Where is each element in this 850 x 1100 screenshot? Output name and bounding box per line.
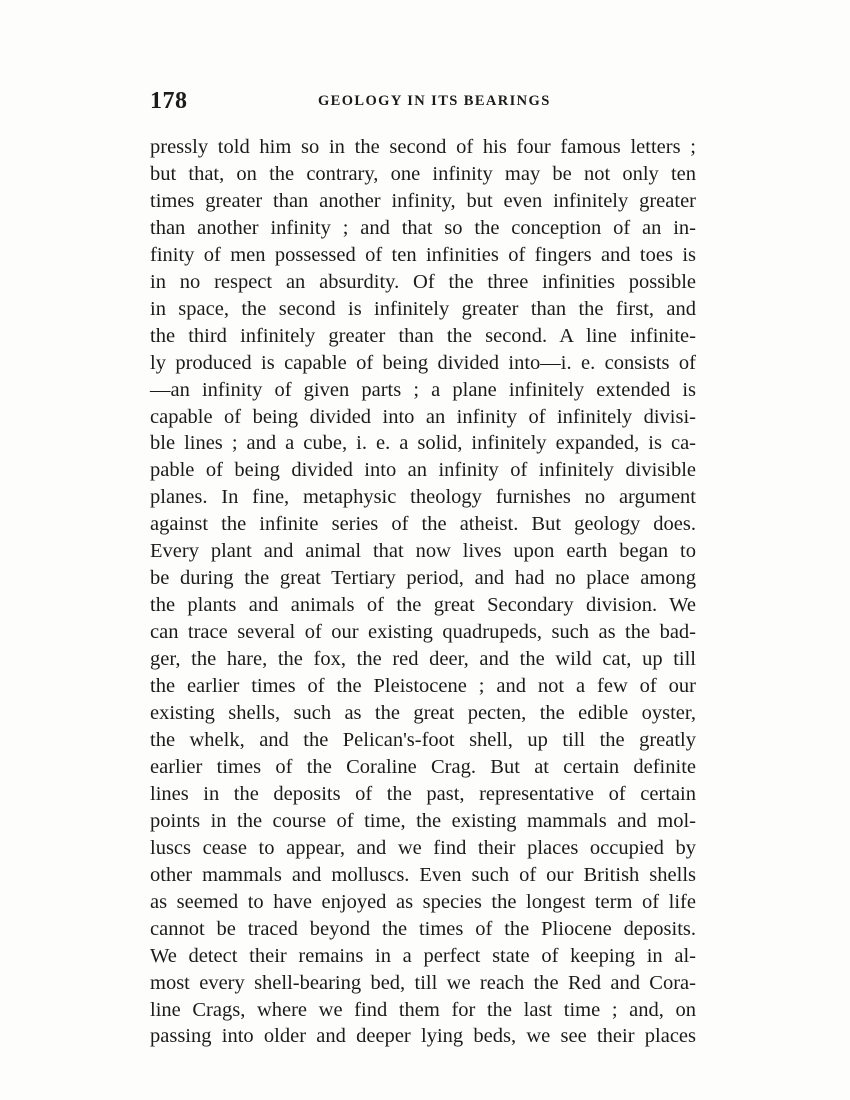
text-line: luscs cease to appear, and we find their places occupied by bbox=[150, 836, 696, 859]
text-line: the whelk, and the Pelican's-foot shell, up till the greatly bbox=[150, 728, 696, 751]
text-line: the earlier times of the Pleistocene ; and not a few of our bbox=[150, 675, 696, 698]
text-line: We detect their remains in a perfect state of keeping in al- bbox=[150, 944, 696, 967]
text-line: in no respect an absurdity. Of the three infinities possible bbox=[150, 270, 696, 293]
text-line: times greater than another infinity, but even infinitely greater bbox=[150, 189, 696, 212]
text-line: ly produced is capable of being divided into—i. e. consists of bbox=[150, 351, 696, 374]
body-text bbox=[150, 134, 696, 1050]
text-line: ger, the hare, the fox, the red deer, and the wild cat, up till bbox=[150, 648, 696, 671]
text-line: Every plant and animal that now lives upon earth began to bbox=[150, 540, 696, 563]
text-line: the plants and animals of the great Secondary division. We bbox=[150, 594, 696, 617]
text-line: can trace several of our existing quadrupeds, such as the bad- bbox=[150, 621, 696, 644]
text-line: —an infinity of given parts ; a plane infinitely extended is bbox=[150, 378, 696, 401]
page-number: 178 bbox=[150, 88, 188, 114]
text-line: line Crags, where we find them for the last time ; and, on bbox=[150, 998, 696, 1021]
text-line: finity of men possessed of ten infinities of fingers and toes is bbox=[150, 243, 696, 266]
text-line: ble lines ; and a cube, i. e. a solid, infinitely expanded, is ca- bbox=[150, 432, 696, 455]
text-line: earlier times of the Coraline Crag. But at certain definite bbox=[150, 755, 696, 778]
text-line: lines in the deposits of the past, representative of certain bbox=[150, 782, 696, 805]
text-line: than another infinity ; and that so the conception of an in- bbox=[150, 216, 696, 239]
text-line: as seemed to have enjoyed as species the longest term of life bbox=[150, 890, 696, 913]
text-line: against the infinite series of the atheist. But geology does. bbox=[150, 513, 696, 536]
text-line: the third infinitely greater than the second. A line infinite- bbox=[150, 324, 696, 347]
text-line: other mammals and molluscs. Even such of our British shells bbox=[150, 863, 696, 886]
text-line: existing shells, such as the great pecten, the edible oyster, bbox=[150, 702, 696, 725]
text-line: capable of being divided into an infinity of infinitely divisi- bbox=[150, 405, 696, 428]
running-title: GEOLOGY IN ITS BEARINGS bbox=[318, 93, 551, 109]
text-line: passing into older and deeper lying beds, we see their places bbox=[150, 1025, 696, 1048]
text-line: but that, on the contrary, one infinity may be not only ten bbox=[150, 162, 696, 185]
page-header bbox=[150, 88, 696, 118]
text-line: in space, the second is infinitely greater than the first, and bbox=[150, 297, 696, 320]
text-line: points in the course of time, the existing mammals and mol- bbox=[150, 809, 696, 832]
text-line: cannot be traced beyond the times of the Pliocene deposits. bbox=[150, 917, 696, 940]
text-line: pable of being divided into an infinity of infinitely divisible bbox=[150, 459, 696, 482]
text-line: planes. In fine, metaphysic theology furnishes no argument bbox=[150, 486, 696, 509]
text-line: most every shell-bearing bed, till we reach the Red and Cora- bbox=[150, 971, 696, 994]
text-line: pressly told him so in the second of his four famous letters ; bbox=[150, 136, 696, 158]
text-line: be during the great Tertiary period, and had no place among bbox=[150, 567, 696, 590]
